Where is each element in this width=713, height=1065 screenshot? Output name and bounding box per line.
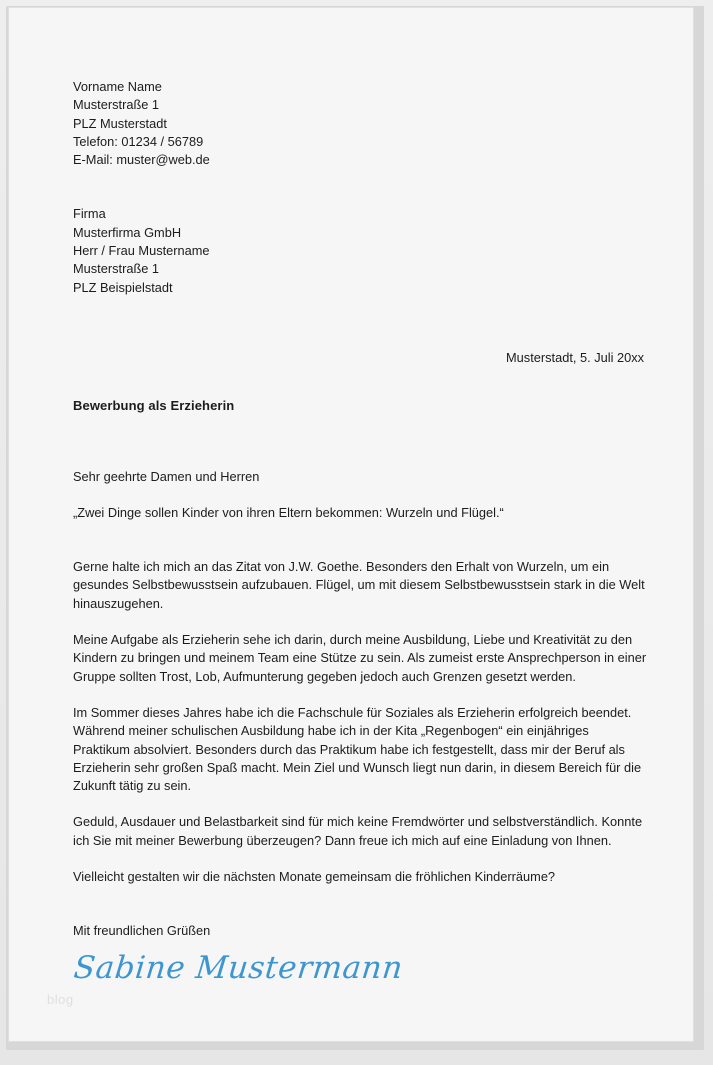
blog-watermark: blog [47,992,74,1007]
sender-line: E-Mail: muster@web.de [73,152,210,168]
body-paragraph: Vielleicht gestalten wir die nächsten Monate gemeinsam die fröhlichen Kinderräume? [73,869,556,885]
body-paragraph: Geduld, Ausdauer und Belastbarkeit sind für mich keine Fremdwörter und selbstverständlich. Konnte ich Sie mit meiner Bewerbung überzeugen? Dann freue ich mich auf eine Einladung von Ihnen. [73,814,643,848]
recipient-line: Musterfirma GmbH [73,224,182,240]
body-paragraph: Gerne halte ich mich an das Zitat von J.W. Goethe. Besonders den Erhalt von Wurzeln, um ein gesundes Selbstbewusstsein aufzubauen. Flügel, um mit diesem Selbstbewusstsein stark in die Welt hinauszugehen. [73,559,645,611]
document-page [8,7,694,1042]
handwritten-signature: Sabine Mustermann [72,949,405,986]
sender-line: PLZ Musterstadt [73,115,167,131]
letter-content [72,78,647,986]
date-line: Musterstadt, 5. Juli 20xx [506,349,644,365]
subject-line: Bewerbung als Erzieherin [73,398,235,414]
spacer [73,540,647,558]
spacer [73,169,647,205]
spacer [73,297,647,349]
recipient-line: Herr / Frau Mustername [73,243,210,259]
spacer [73,367,647,397]
sender-line: Telefon: 01234 / 56789 [73,133,204,149]
quote-text: „Zwei Dinge sollen Kinder von ihren Eltern bekommen: Wurzeln und Flügel.“ [73,504,504,520]
recipient-line: Firma [73,206,106,222]
sender-line: Musterstraße 1 [73,97,160,113]
document-sheet [21,20,681,1031]
body-paragraph: Meine Aufgabe als Erzieherin sehe ich darin, durch meine Ausbildung, Liebe und Kreativität zu den Kindern zu bringen und meinem Team eine Stütze zu sein. Als zumeist erste Ansprechperson in einer Gruppe sollten Trost, Lob, Aufmunterung gegeben jedoch auch Grenzen gesetzt werden. [73,632,647,684]
spacer [73,416,647,468]
recipient-address-block [73,205,647,296]
body-paragraph: Im Sommer dieses Jahres habe ich die Fachschule für Soziales als Erzieherin erfolgreich beendet. Während meiner schulischen Ausbildung habe ich in der Kita „Regenbogen“ ein einjähriges Praktikum absolviert. Besonders durch das Praktikum habe ich festgestellt, dass mir der Beruf als Erzieherin sehr großen Spaß macht. Mein Ziel und Wunsch liegt nun darin, in diesem Bereich für die Zukunft tätig zu sein. [73,704,642,794]
sender-line: Vorname Name [73,79,162,94]
spacer [73,904,647,922]
spacer [73,486,647,504]
recipient-line: PLZ Beispielstadt [73,279,173,295]
closing-line: Mit freundlichen Grüßen [73,923,211,939]
sender-address-block [73,78,647,169]
recipient-line: Musterstraße 1 [73,261,160,277]
salutation: Sehr geehrte Damen und Herren [73,468,260,484]
